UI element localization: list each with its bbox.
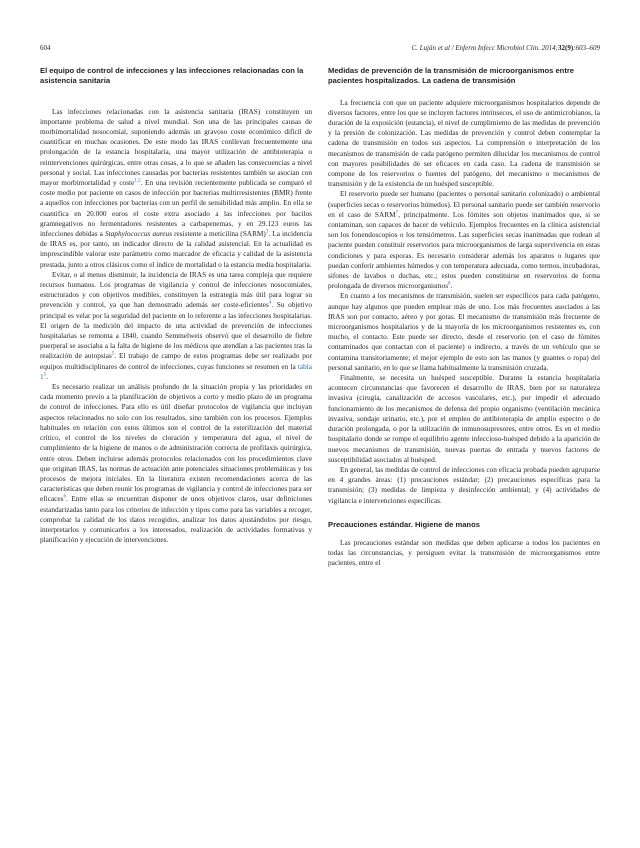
text-run: resistente a meticilina (SARM) — [172, 229, 266, 239]
paragraph — [40, 107, 312, 270]
reference-marker[interactable]: 3 — [265, 229, 269, 235]
section-heading-standard-precautions: Precauciones estándar. Higiene de manos — [328, 519, 480, 529]
reference-marker[interactable]: 5 — [43, 372, 47, 378]
paragraph: En general, las medidas de control de infecciones con eficacia probada pueden agruparse en 4 grandes áreas: (1) precauciones estándar; (2) precauciones específicas para la transmisión; (3) medidas de limpieza y desinfección ambiental; y (4) actividades de vigilancia e intervenciones específicas. — [328, 464, 600, 505]
text-run: . — [450, 281, 453, 291]
text-run: Evitar, o al menos disminuir, la incidencia de IRAS es una tarea compleja que requiere recursos humanos. Los programas de vigilancia y control de infecciones nosocomiales, estructurados y con objetivos medibles, constituyen la estrategia más útil para lograr su prevención y control, ya que han demostrado además ser coste-eficientes — [40, 269, 312, 310]
reference-marker[interactable]: 4 — [268, 301, 272, 307]
text-run: Las infecciones relacionadas con la asistencia sanitaria (IRAS) constituyen un importante problema de salud a nivel mundial. Son una de las principales causas de morbimortalidad nosocomial, suponiendo además un gravoso coste económico difícil de cuantificar en muchas ocasiones. De este modo las IRAS conllevan frecuentemente una prolongación de la estancia hospitalaria, una mayor utilización de antibioterapia o reintervenciones quirúrgicas, entre otras cosas, a lo que se añaden las consecuencias a nivel personal y social. Las infecciones causadas por bacterias resistentes también se asocian con mayor morbimortalidad y coste — [40, 106, 312, 188]
reference-marker[interactable]: 7 — [395, 210, 399, 216]
text-run: . En una revisión recientemente publicada se comparó el coste medio por paciente en casos de infección por bacterias multirresistentes (BMR) frente a aquellos con infecciones por bacterias con un perfil de sensibilidad más amplio. En ella se cuantifica en 20.000 euros el coste extra asociado a las infecciones por bacilos gramnegativos no fermentadores resistentes a carbapenemas, y en 29.123 euros las infecciones debidas a — [40, 178, 312, 239]
text-run: , principalmente. Los fómites son objetos inanimados que, si se contaminan, son capaces de hacer de vehículo. Ejemplos frecuentes en la clínica asistencial son los fonendoscopios o los tensiómetros. Las superficies secas inanimadas que rodean al paciente pueden constituir reservorios para microorganismos de larga supervivencia en estas condiciones y para esporas. Es necesario considerar además los aparatos o lugares que puedan conferir ambientes húmedos y con temperatura adecuada, como termos, incubadoras, sifones de lavabos o duchas, etc.; estos pueden constituirse en reservorios de forma prolongada de diversos microorganismos — [328, 209, 600, 291]
text-run: . El trabajo de campo de estos programas debe ser realizado por equipos multidisciplinares de control de infecciones, cuyas funciones se resumen en la — [40, 351, 312, 371]
section-heading-infection-control-team: El equipo de control de infecciones y las infecciones relacionadas con la asistencia sanitaria — [40, 66, 304, 85]
reference-marker[interactable]: 6 — [63, 494, 66, 500]
text-run: . La incidencia de IRAS es, por tanto, un indicador directo de la calidad asistencial. En la actualidad es imprescindible valorar este parámetro como marcador de eficacia y calidad de la asistencia prestada, junto a otros clásicos como el índice de mortalidad o la estancia media hospitalaria. — [40, 229, 313, 269]
citation-suffix: :603–609 — [573, 44, 600, 52]
table-1-link[interactable]: tabla 1 — [40, 361, 312, 381]
citation-prefix: C. Luján et al / Enferm Infecc Microbiol Clin. 2014; — [411, 44, 558, 52]
page-number: 604 — [40, 44, 51, 52]
paragraph: Finalmente, se necesita un huésped susceptible. Durante la estancia hospitalaria acontecen circunstancias que favorecen el desarrollo de IRAS, bien por su naturaleza invasiva (cirugía, canalización de accesos vasculares, etc.), por impedir el adecuado funcionamiento de los mecanismos de defensa del propio organismo (ventilación mecánica invasiva, sondaje urinario, etc.), por el empleo de antibioterapia de amplio espectro o de duración prolongada, o por la utilización de inmunosupresores, entre otros. Es en el medio hospitalario donde se rompe el equilibrio agente infeccioso-huésped debido a la aparición de nuevos mecanismos de transmisión, nuevas puertas de entrada y nuevos factores de susceptibilidad asociados al huésped. — [328, 373, 600, 464]
reference-marker[interactable]: 8 — [448, 281, 451, 287]
paragraph — [40, 270, 312, 382]
text-run: Es necesario realizar un análisis profundo de la situación propia y las prioridades en cada momento previo a la planificación de objetivos a corto y medio plazo de un programa de control de infecciones. Para ello es útil diseñar protocolos de vigilancia que incluyan aspectos relacionados no solo con los resultados, sino también con los procesos. Ejemplos habituales en relación con estos últimos son el control de la esterilización del material crítico, el control de los niveles de cloración y temperatura del agua, el nivel de cumplimiento de la higiene de manos o de administración correcta de profilaxis quirúrgica, entre otros. Deben incluirse además protocolos relacionados con los procedimientos clave que originan IRAS, las normas de actuación ante potenciales situaciones problemáticas y los procesos de mejora iniciales. En la literatura existen recomendaciones acerca de las características que deben reunir los programas de vigilancia y control de infecciones para ser eficaces — [40, 382, 312, 504]
journal-citation — [411, 44, 600, 53]
paragraph — [328, 189, 600, 291]
text-run: . Entre ellas se encuentran disponer de unos objetivos claros, usar definiciones estandarizadas tanto para los criterios de infección y tipos como para las variables a recoger, comprobar la calidad de los datos recogidos, analizar los datos ajustándolos por riesgo, interpretarlos y comunicarlos a los interesados, realización de actividades formativas y planificación y ejecución de intervenciones. — [40, 494, 312, 545]
paragraph: La frecuencia con que un paciente adquiere microorganismos hospitalarios depende de diversos factores, entre los que se incluyen factores intrínsecos, el uso de antimicrobianos, la duración de la exposición (estancia), el nivel de cumplimiento de las medidas de prevención y la presión de colonización. Las medidas de prevención y control deben contemplar la cadena de transmisión en todos sus aspectos. La comprensión e interpretación de los mecanismos de transmisión de cada patógeno permiten dilucidar los mecanismos de control con mayores posibilidades de ser eficaces en cada caso. La cadena de transmisión se compone de los reservorios o fuentes del patógeno, del mecanismo o mecanismos de transmisión y de la existencia de un huésped susceptible. — [328, 97, 600, 189]
citation-volume: 32(9) — [557, 44, 574, 52]
paragraph: En cuanto a los mecanismos de transmisión, suelen ser específicos para cada patógeno, aunque hay algunos que pueden emplear más de uno. Los más frecuentes asociados a las IRAS son por contacto, aéreo y por gotas. El mecanismo de transmisión más frecuente de microorganismos hospitalarios y de la mayoría de los microorganismos resistentes es, con mucho, el contacto. Este puede ser directo, desde el reservorio (en el caso de fómites contaminados que contactan con el paciente) o indirecto, a través de un vehículo que se contamina transitoriamente; el mejor ejemplo de esto son las manos (y guantes o ropa) del personal sanitario, en lo que se llama habitualmente la transmisión cruzada. — [328, 291, 600, 372]
text-run: El reservorio puede ser humano (pacientes o personal sanitario colonizado) o ambiental (superficies secas o reservorios húmedos). El personal sanitario puede ser también reservorio en el caso de SARM — [328, 189, 600, 219]
right-column — [328, 66, 600, 568]
paragraph — [40, 382, 312, 545]
reference-marker[interactable]: 5 — [111, 352, 115, 358]
paragraph: Las precauciones estándar son medidas que deben aplicarse a todos los pacientes en todas las circunstancias, y persiguen evitar la transmisión de microorganismos entre pacientes, entre el — [328, 537, 600, 567]
section-heading-transmission-chain: Medidas de prevención de la transmisión de microorganismos entre pacientes hospitalizados. La cadena de transmisión — [328, 66, 575, 85]
text-run: . — [46, 371, 48, 381]
species-name: Staphylococcus aureus — [104, 229, 173, 239]
left-column — [40, 66, 312, 545]
text-run: . Su objetivo principal es velar por la seguridad del paciente en lo referente a las infecciones hospitalarias. El origen de la medición del impacto de una actividad de prevención de infecciones hospitalarias se remonta a 1840, cuando Semmelweis observó que el desarrollo de fiebre puerperal se asociaba a la falta de higiene de los médicos que atendían a las pacientes tras la realización de autopsias — [40, 300, 312, 361]
reference-marker[interactable]: 1,2 — [134, 178, 141, 184]
